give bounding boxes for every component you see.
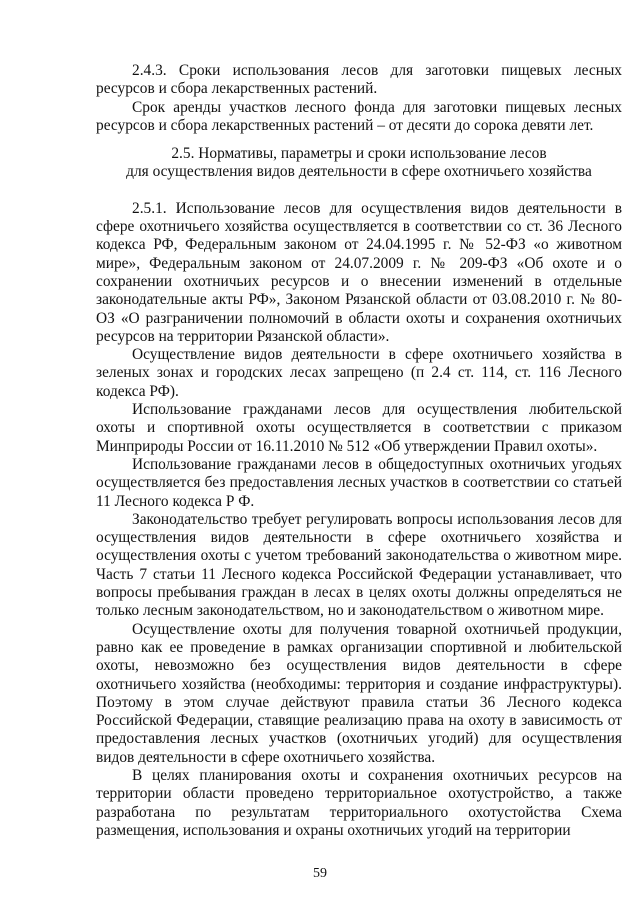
paragraph-2-5-1: 2.5.1. Использование лесов для осуществления видов деятельности в сфере охотничьего хозяйства осуществляется в соответствии со ст. 36 Лесного кодекса РФ, Федеральным законом от 24.04.1995 г. № 52-ФЗ «о животном мире», Федеральным законом от 24.07.2009 г. № 209-ФЗ «Об охоте и о сохранении охотничьих ресурсов и о внесении изменений в отдельные законодательные акты РФ», Законом Рязанской области от 03.08.2010 г. № 80-ОЗ «О разграничении полномочий в области охоты и сохранения охотничьих ресурсов на территории Рязанской области».: [96, 199, 622, 345]
page-number: 59: [313, 866, 327, 881]
paragraph-2-4-3-title: 2.4.3. Сроки использования лесов для заготовки пищевых лесных ресурсов и сбора лекарственных растений.: [96, 62, 622, 98]
paragraph-commercial-hunting: Осуществление охоты для получения товарной охотничьей продукции, равно как ее проведение в рамках организации спортивной и любительской охоты, невозможно без осуществления видов деятельности в сфере охотничьего хозяйства (необходимы: территория и создание инфраструктуры). Поэтому в этом случае действуют правила статьи 36 Лесного кодекса Российской Федерации, ставящие реализацию права на охоту в зависимость от предоставления лесных участков (охотничьих угодий) для осуществления видов деятельности в сфере охотничьего хозяйства.: [96, 620, 622, 766]
paragraph-public-grounds: Использование гражданами лесов в общедоступных охотничьих угодьях осуществляется без предоставления лесных участков в соответствии со статьей 11 Лесного кодекса Р Ф.: [96, 455, 622, 510]
paragraph-green-zones: Осуществление видов деятельности в сфере охотничьего хозяйства в зеленых зонах и городских лесах запрещено (п 2.4 ст. 114, ст. 116 Лесного кодекса РФ).: [96, 346, 622, 400]
section-heading-line-1: 2.5. Нормативы, параметры и сроки использование лесов: [171, 145, 547, 163]
paragraph-lease-term: Срок аренды участков лесного фонда для заготовки пищевых лесных ресурсов и сбора лекарственных растений – от десяти до сорока девяти лет.: [96, 98, 622, 134]
section-heading-line-2: для осуществления видов деятельности в сфере охотничьего хозяйства: [126, 163, 592, 181]
section-heading-2-5: [96, 145, 622, 182]
paragraph-planning: В целях планирования охоты и сохранения охотничьих ресурсов на территории области проведено территориальное охотустройство, а также разработана по результатам территориального охотустойства Схема размещения, использования и охраны охотничьих угодий на территории: [96, 766, 622, 839]
paragraph-amateur-hunting: Использование гражданами лесов для осуществления любительской охоты и спортивной охоты осуществляется в соответствии с приказом Минприроды России от 16.11.2010 № 512 «Об утверждении Правил охоты».: [96, 401, 622, 455]
paragraph-legislation: Законодательство требует регулировать вопросы использования лесов для осуществления видов деятельности в сфере охотничьего хозяйства и осуществления охоты с учетом требований законодательства о животном мире. Часть 7 статьи 11 Лесного кодекса Российской Федерации устанавливает, что вопросы пребывания граждан в лесах в целях охоты должны определяться не только лесным законодательством, но и законодательством о животном мире.: [96, 510, 622, 620]
document-page: [96, 62, 622, 840]
